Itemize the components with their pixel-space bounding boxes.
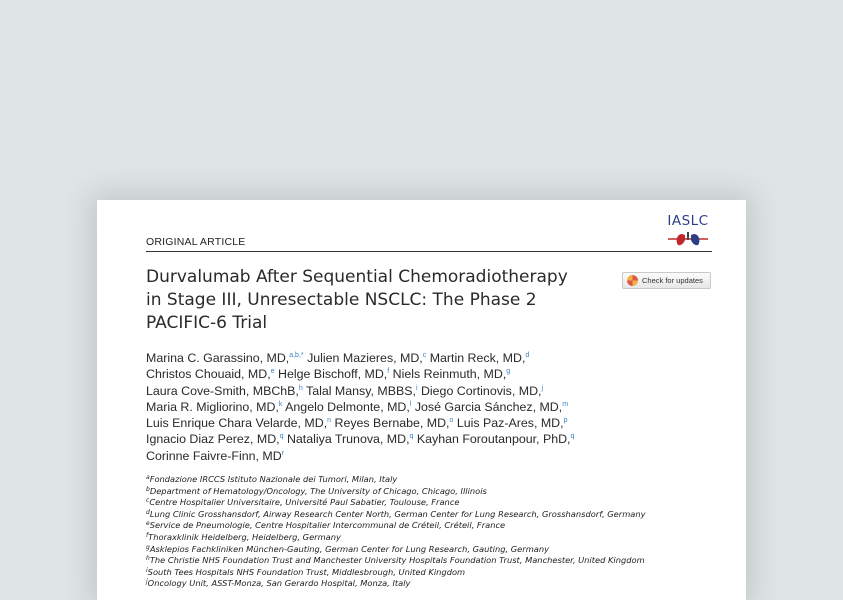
affiliation-marker-link[interactable]: r bbox=[281, 449, 284, 457]
affiliation-text: Department of Hematology/Oncology, The University of Chicago, Chicago, Illinois bbox=[149, 485, 487, 496]
author-name: Luis Paz-Ares, MD, bbox=[453, 416, 564, 431]
check-for-updates-label: Check for updates bbox=[642, 276, 703, 285]
affiliation-marker-link[interactable]: c bbox=[422, 352, 427, 359]
affiliation-text: The Christie NHS Foundation Trust and Manchester University Hospitals Foundation Trust, Manchester, United Kingdom bbox=[149, 555, 645, 566]
affiliation-marker-link[interactable]: k bbox=[278, 400, 283, 408]
author-name: Laura Cove-Smith, MBChB, bbox=[146, 383, 299, 398]
affiliation-key: i bbox=[146, 566, 148, 574]
author-line bbox=[146, 415, 706, 431]
author-line bbox=[146, 431, 706, 447]
author-name: Corinne Faivre-Finn, MD bbox=[146, 448, 282, 463]
title-line: in Stage III, Unresectable NSCLC: The Phase 2 bbox=[146, 290, 537, 310]
affiliation-marker-link[interactable]: q bbox=[570, 433, 575, 441]
affiliation-item bbox=[146, 532, 716, 544]
author-line bbox=[146, 366, 706, 382]
affiliation-marker-link[interactable]: o bbox=[449, 417, 454, 425]
affiliation-key: e bbox=[146, 520, 150, 528]
author-name: Reyes Bernabe, MD, bbox=[331, 416, 450, 431]
author-name: Nataliya Trunova, MD, bbox=[283, 432, 410, 447]
affiliation-item bbox=[146, 497, 716, 509]
affiliation-marker-link[interactable]: j bbox=[541, 384, 544, 392]
affiliation-key: g bbox=[146, 543, 150, 551]
affiliation-text: Oncology Unit, ASST-Monza, San Gerardo Hospital, Monza, Italy bbox=[147, 578, 411, 589]
author-name: Diego Cortinovis, MD, bbox=[417, 383, 542, 398]
affiliation-marker-link[interactable]: a,b,* bbox=[289, 352, 304, 359]
author-line bbox=[146, 350, 706, 366]
affiliation-key: h bbox=[146, 555, 150, 563]
author-list bbox=[146, 350, 706, 464]
author-name: Luis Enrique Chara Velarde, MD, bbox=[146, 416, 328, 431]
affiliation-marker-link[interactable]: e bbox=[270, 368, 275, 376]
affiliation-item bbox=[146, 474, 716, 486]
affiliation-key: d bbox=[146, 508, 150, 516]
affiliation-key: a bbox=[146, 474, 150, 481]
author-name: José Garcia Sánchez, MD, bbox=[411, 399, 563, 414]
affiliation-text: Fondazione IRCCS Istituto Nazionale dei Tumori, Milan, Italy bbox=[149, 474, 398, 484]
crossmark-icon bbox=[627, 275, 638, 286]
affiliation-key: f bbox=[146, 531, 149, 539]
author-name: Kayhan Foroutanpour, PhD, bbox=[413, 432, 571, 447]
affiliation-item bbox=[146, 544, 716, 556]
affiliation-text: Centre Hospitalier Universitaire, Université Paul Sabatier, Toulouse, France bbox=[149, 497, 460, 508]
article-page bbox=[97, 200, 746, 600]
affiliation-marker-link[interactable]: q bbox=[279, 433, 284, 441]
affiliation-item bbox=[146, 486, 716, 498]
affiliation-marker-link[interactable]: m bbox=[562, 400, 569, 408]
affiliation-marker-link[interactable]: g bbox=[506, 368, 511, 376]
iaslc-logo bbox=[662, 213, 714, 247]
affiliation-marker-link[interactable]: n bbox=[327, 417, 332, 425]
affiliation-item bbox=[146, 567, 716, 579]
affiliation-list bbox=[146, 474, 716, 590]
title-line: PACIFIC-6 Trial bbox=[146, 313, 268, 333]
author-name: Niels Reinmuth, MD, bbox=[389, 367, 507, 382]
affiliation-item bbox=[146, 555, 716, 567]
author-name: Helge Bischoff, MD, bbox=[274, 367, 388, 382]
affiliation-item bbox=[146, 520, 716, 532]
affiliation-text: Thoraxklinik Heidelberg, Heidelberg, Germany bbox=[148, 531, 341, 542]
affiliation-text: South Tees Hospitals NHS Foundation Trust, Middlesbrough, United Kingdom bbox=[147, 566, 466, 577]
article-title bbox=[146, 266, 606, 335]
affiliation-item bbox=[146, 509, 716, 521]
affiliation-item bbox=[146, 578, 716, 590]
affiliation-marker-link[interactable]: i bbox=[415, 384, 418, 392]
author-line bbox=[146, 399, 706, 415]
affiliation-text: Service de Pneumologie, Centre Hospitalier Intercommunal de Créteil, Créteil, France bbox=[149, 520, 506, 531]
logo-text: IASLC bbox=[667, 213, 709, 229]
affiliation-marker-link[interactable]: f bbox=[387, 368, 390, 376]
affiliation-marker-link[interactable]: q bbox=[409, 433, 414, 441]
affiliation-key: j bbox=[146, 578, 148, 586]
article-type-label: ORIGINAL ARTICLE bbox=[146, 236, 246, 248]
author-name: Angelo Delmonte, MD, bbox=[282, 399, 410, 414]
affiliation-marker-link[interactable]: p bbox=[563, 417, 568, 425]
check-for-updates-button[interactable] bbox=[622, 272, 711, 289]
title-line: Durvalumab After Sequential Chemoradiotherapy bbox=[146, 267, 568, 287]
affiliation-key: c bbox=[146, 497, 150, 505]
author-name: Christos Chouaid, MD, bbox=[146, 367, 271, 382]
affiliation-text: Asklepios Fachkliniken München-Gauting, German Center for Lung Research, Gauting, Germany bbox=[149, 543, 550, 554]
affiliation-marker-link[interactable]: h bbox=[298, 384, 303, 392]
affiliation-key: b bbox=[146, 485, 150, 493]
author-line bbox=[146, 383, 706, 399]
author-name: Julien Mazieres, MD, bbox=[303, 351, 423, 365]
author-line bbox=[146, 448, 706, 464]
author-name: Marina C. Garassino, MD, bbox=[146, 351, 290, 365]
author-name: Martin Reck, MD, bbox=[426, 351, 526, 365]
affiliation-text: Lung Clinic Grosshansdorf, Airway Research Center North, German Center for Lung Research, Grosshansdorf, Germany bbox=[149, 508, 646, 519]
header-divider bbox=[146, 251, 712, 252]
affiliation-marker-link[interactable]: d bbox=[525, 352, 530, 359]
author-name: Talal Mansy, MBBS, bbox=[302, 383, 416, 398]
affiliation-marker-link[interactable]: l bbox=[409, 400, 412, 408]
author-name: Maria R. Migliorino, MD, bbox=[146, 399, 279, 414]
lung-emblem-icon bbox=[666, 231, 710, 247]
author-name: Ignacio Diaz Perez, MD, bbox=[146, 432, 280, 447]
